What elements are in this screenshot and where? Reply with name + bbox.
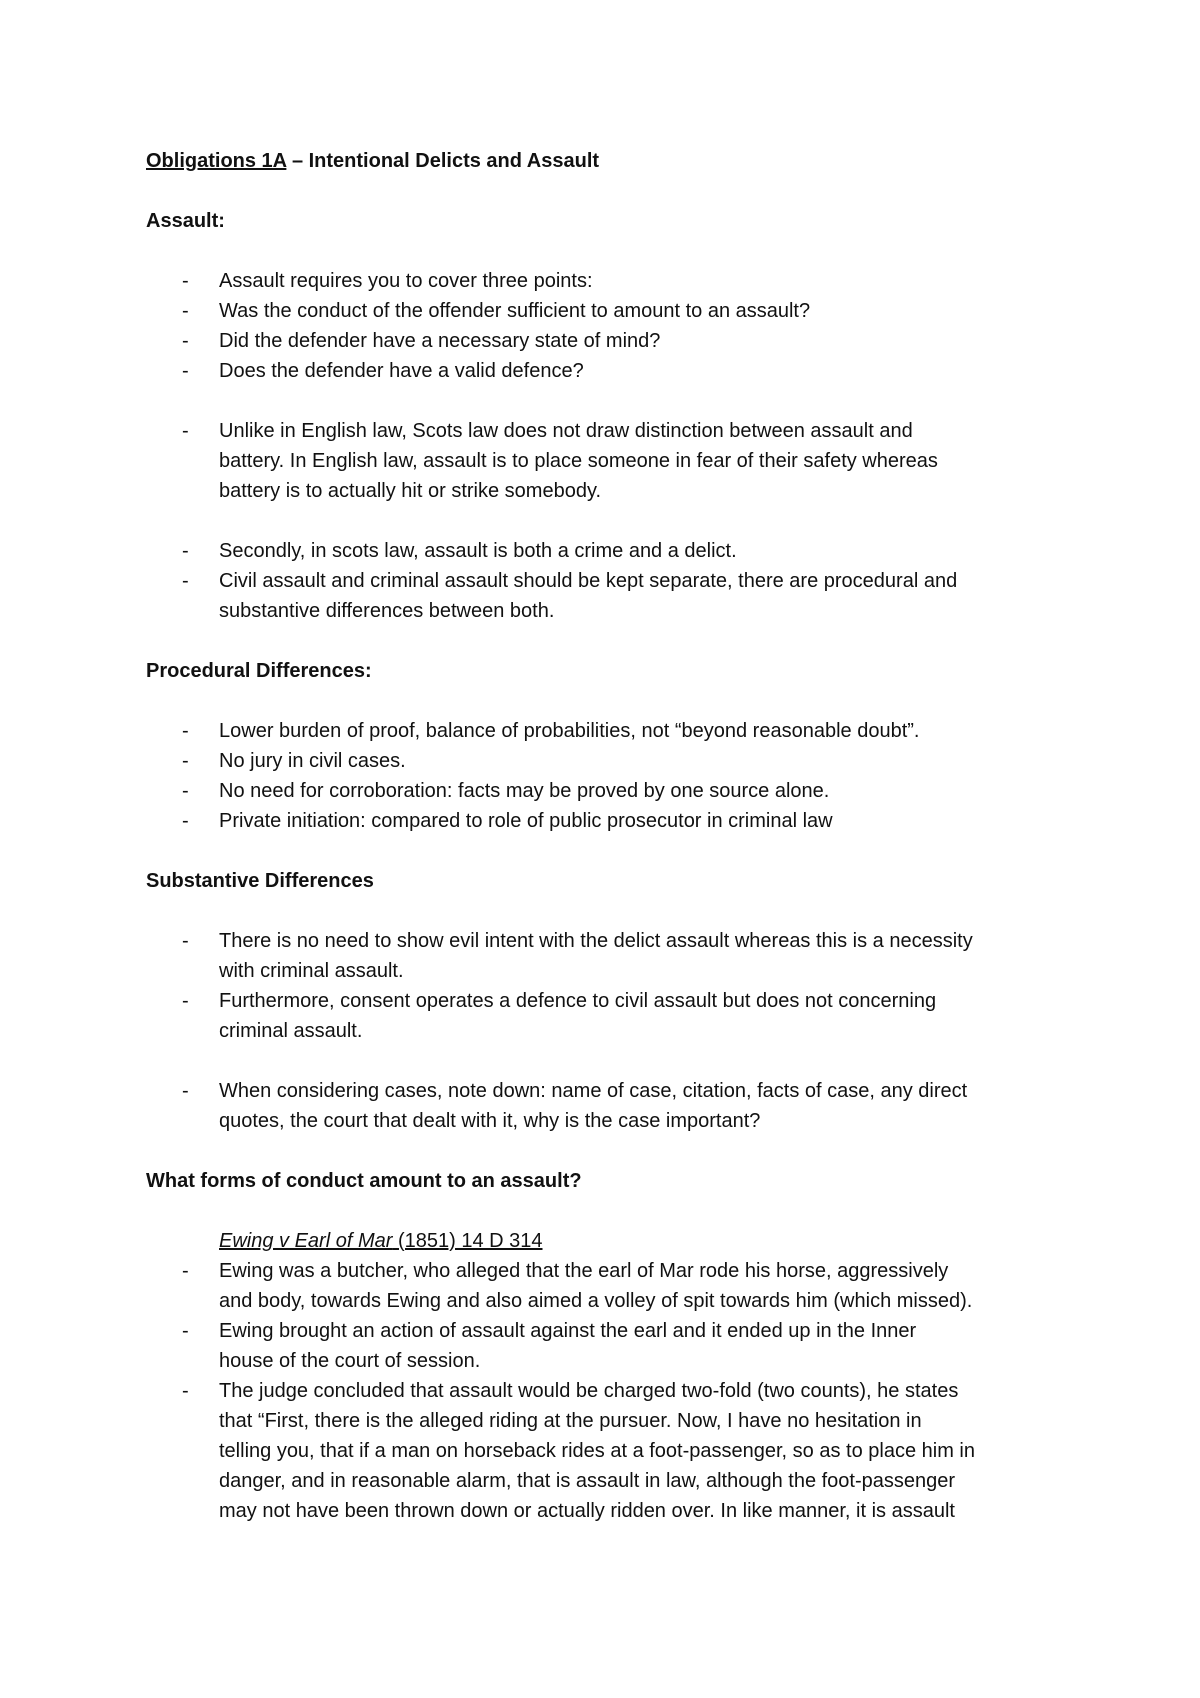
bullet-dash: -: [182, 930, 189, 952]
bullet-dash: -: [182, 330, 189, 352]
bullet-dash: -: [182, 360, 189, 382]
list-item: - Furthermore, consent operates a defence to civil assault but does not concerning criminal assault.: [146, 986, 1076, 1046]
list-item: - The judge concluded that assault would be charged two-fold (two counts), he states that “First, there is the alleged riding at the pursuer. Now, I have no hesitation in telling you, that if a man on horseback rides at a foot-passenger, so as to place him in danger, and in reasonable alarm, that is assault in law, although the foot-passenger may not have been thrown down or actually ridden over. In like manner, it is assault: [146, 1376, 1076, 1526]
bullet-dash: -: [182, 1320, 189, 1342]
list-item: - No need for corroboration: facts may be proved by one source alone.: [146, 776, 1076, 806]
document-page: [146, 146, 1076, 1526]
bullet-dash: -: [182, 1080, 189, 1102]
document-title-underlined: Obligations 1A: [146, 150, 287, 172]
distinction-list: [146, 416, 1076, 506]
procedural-list: [146, 716, 1076, 836]
bullet-dash: -: [182, 720, 189, 742]
bullet-dash: -: [182, 990, 189, 1012]
bullet-dash: -: [182, 540, 189, 562]
case-citation: (1851) 14 D 314: [392, 1230, 543, 1252]
bullet-dash: -: [182, 570, 189, 592]
bullet-dash: -: [182, 1260, 189, 1282]
bullet-dash: -: [182, 420, 189, 442]
case-facts-list: [146, 1256, 1076, 1526]
bullet-dash: -: [182, 270, 189, 292]
assault-points-list: [146, 266, 1076, 386]
list-item: - Does the defender have a valid defence?: [146, 356, 1076, 386]
list-item: - Ewing brought an action of assault against the earl and it ended up in the Inner house of the court of session.: [146, 1316, 1076, 1376]
bullet-dash: -: [182, 300, 189, 322]
list-item: - Ewing was a butcher, who alleged that the earl of Mar rode his horse, aggressively and body, towards Ewing and also aimed a volley of spit towards him (which missed).: [146, 1256, 1076, 1316]
list-item: - Secondly, in scots law, assault is both a crime and a delict.: [146, 536, 1076, 566]
scots-law-list: [146, 536, 1076, 626]
list-item: - Unlike in English law, Scots law does not draw distinction between assault and battery. In English law, assault is to place someone in fear of their safety whereas battery is to actually hit or strike somebody.: [146, 416, 1076, 506]
bullet-dash: -: [182, 1380, 189, 1402]
bullet-dash: -: [182, 780, 189, 802]
case-name: Ewing v Earl of Mar: [219, 1230, 393, 1252]
list-item: - Did the defender have a necessary state of mind?: [146, 326, 1076, 356]
list-item: - Private initiation: compared to role of public prosecutor in criminal law: [146, 806, 1076, 836]
document-title-rest: – Intentional Delicts and Assault: [286, 150, 600, 172]
bullet-dash: -: [182, 750, 189, 772]
list-item: - There is no need to show evil intent with the delict assault whereas this is a necessity with criminal assault.: [146, 926, 1076, 986]
list-item: - Lower burden of proof, balance of probabilities, not “beyond reasonable doubt”.: [146, 716, 1076, 746]
bullet-dash: -: [182, 810, 189, 832]
list-item: - When considering cases, note down: name of case, citation, facts of case, any direct quotes, the court that dealt with it, why is the case important?: [146, 1076, 1076, 1136]
case-title: [146, 1226, 1076, 1256]
heading-procedural-differences: Procedural Differences:: [146, 660, 372, 682]
heading-conduct: What forms of conduct amount to an assault?: [146, 1170, 582, 1192]
heading-substantive-differences: Substantive Differences: [146, 870, 374, 892]
list-item: - No jury in civil cases.: [146, 746, 1076, 776]
substantive-list: [146, 926, 1076, 1046]
document-title: [146, 146, 1076, 176]
list-item: - Civil assault and criminal assault should be kept separate, there are procedural and substantive differences between both.: [146, 566, 1076, 626]
list-item: - Assault requires you to cover three points:: [146, 266, 1076, 296]
list-item: - Was the conduct of the offender sufficient to amount to an assault?: [146, 296, 1076, 326]
cases-note-list: [146, 1076, 1076, 1136]
heading-assault: Assault:: [146, 210, 225, 232]
